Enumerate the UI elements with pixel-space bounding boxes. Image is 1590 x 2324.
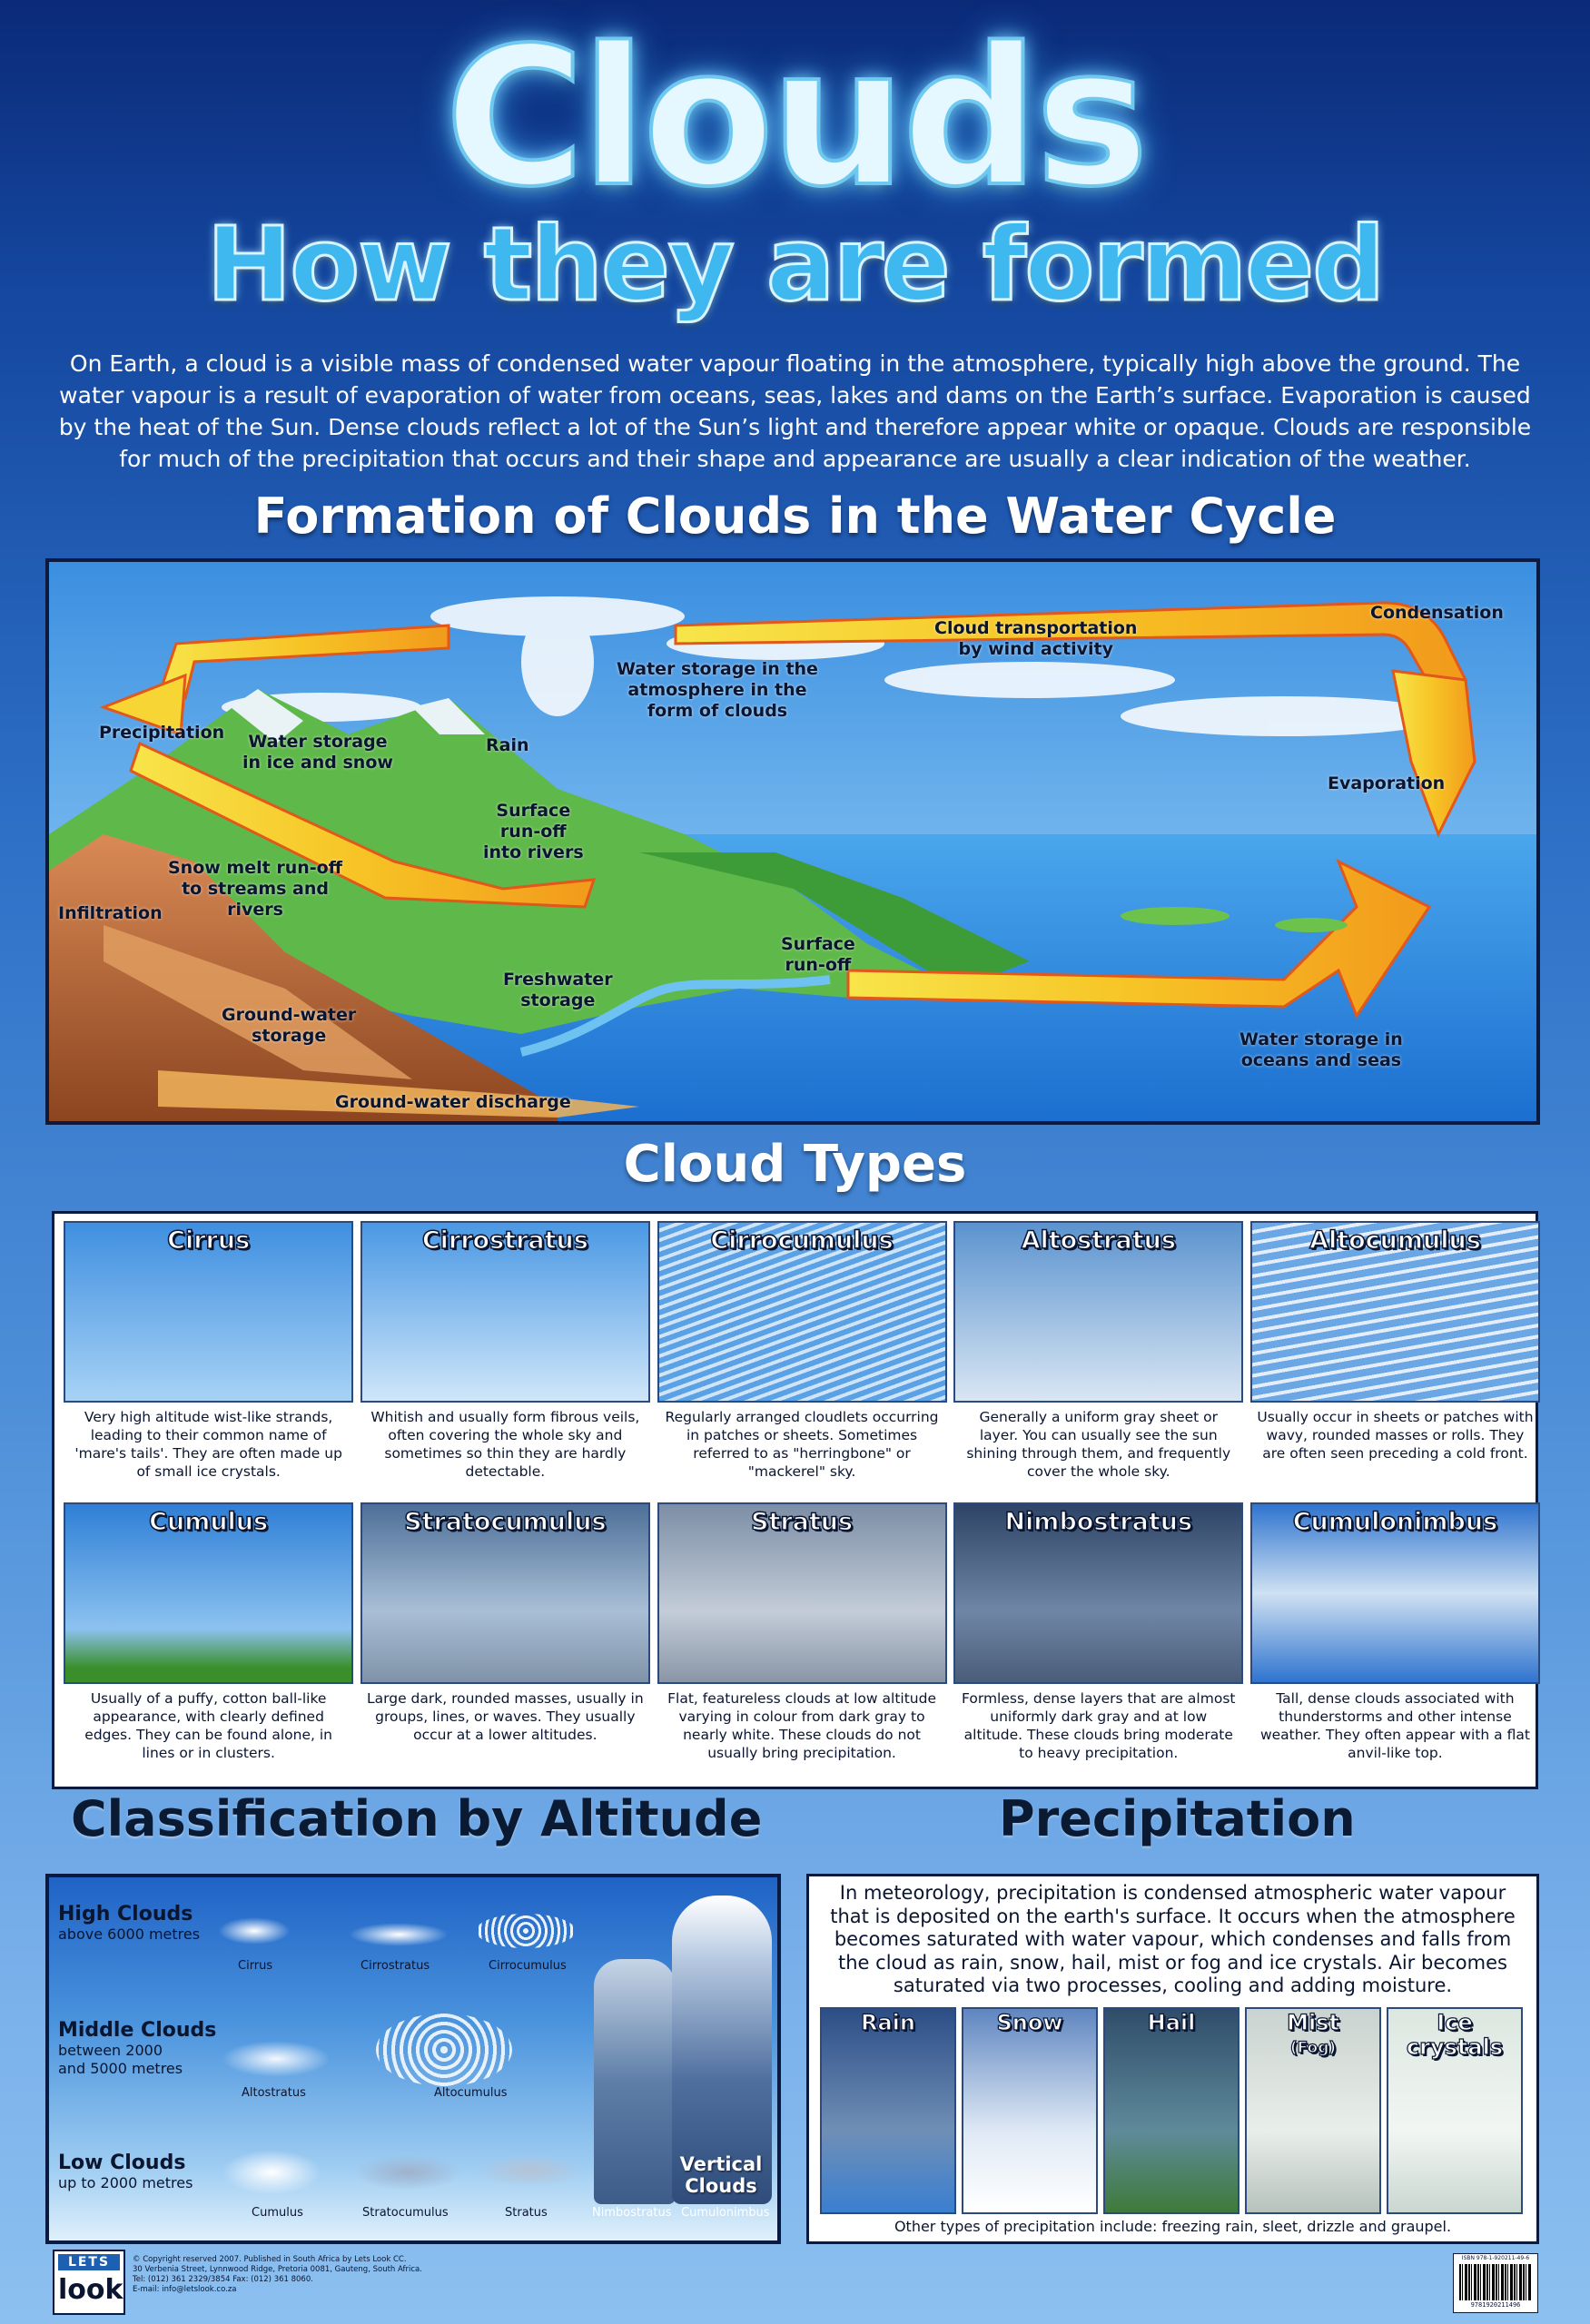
precipitation-text: In meteorology, precipitation is condensed atmospheric water vapour that is deposited on the earth's surface. It occurs when the atmosphere becomes saturated with water vapour, which condenses and falls from the cloud as rain, snow, hail, mist or fog and ice crystals. Air becomes saturated via two processes, cooling and adding moisture.	[830, 1882, 1516, 1996]
cloud-type-name: Altostratus	[1021, 1226, 1176, 1255]
label-storage-oceans: Water storage in oceans and seas	[1239, 1029, 1403, 1070]
low-clouds-title: Low Clouds	[58, 2152, 186, 2174]
precipitation-card	[1103, 2007, 1239, 2214]
label-surface-runoff-rivers: Surface run-off into rivers	[483, 801, 584, 862]
altostratus-illustration	[222, 2041, 331, 2077]
cloud-type-name: Cirrus	[167, 1226, 251, 1255]
label-groundwater-storage: Ground-water storage	[222, 1005, 357, 1046]
label-storage-atmosphere: Water storage in the atmosphere in the form of clouds	[617, 659, 818, 721]
cloud-types-panel	[52, 1211, 1538, 1789]
precipitation-panel	[806, 1874, 1539, 2244]
label-freshwater: Freshwater storage	[503, 970, 613, 1010]
alt-label-nimbostratus: Nimbostratus	[592, 2206, 672, 2220]
cloud-type-name: Stratocumulus	[404, 1508, 607, 1536]
cloud-type-name: Cirrostratus	[421, 1226, 588, 1255]
cloud-type-photo	[360, 1502, 650, 1684]
stratocumulus-illustration	[353, 2154, 462, 2191]
cloud-type-description: Large dark, rounded masses, usually in groups, lines, or waves. They usually occur at a lower altitudes.	[367, 1690, 644, 1743]
label-groundwater-discharge: Ground-water discharge	[335, 1092, 571, 1112]
alt-label-cirrus: Cirrus	[238, 1959, 273, 1973]
precipitation-type-name: Snow	[996, 2010, 1063, 2035]
precipitation-card	[962, 2007, 1098, 2214]
cloud-type-description: Whitish and usually form fibrous veils, often covering the whole sky and sometimes so thin they are hardly detectable.	[370, 1409, 640, 1480]
vertical-clouds-title: Vertical Clouds	[679, 2153, 763, 2197]
logo-bottom-text: look	[58, 2274, 123, 2306]
cloud-type-photo	[360, 1221, 650, 1403]
cirrus-illustration	[218, 1917, 291, 1945]
label-surface-runoff: Surface run-off	[781, 934, 855, 975]
alt-label-cirrostratus: Cirrostratus	[360, 1959, 430, 1973]
precipitation-card	[1387, 2007, 1523, 2214]
cloud-type-name: Cumulonimbus	[1292, 1508, 1498, 1536]
precipitation-type-name: Mist	[1287, 2010, 1339, 2035]
cloud-type-description: Very high altitude wist-like strands, leading to their common name of 'mare's tails'. They are often made up of small ice crystals.	[74, 1409, 342, 1480]
cloud-type-description: Generally a uniform gray sheet or layer. You can usually see the sun shining through them, and frequently cover the whole sky.	[966, 1409, 1231, 1480]
cloud-type-photo	[1250, 1502, 1540, 1684]
stratus-illustration	[476, 2154, 585, 2187]
alt-label-stratus: Stratus	[505, 2206, 548, 2220]
precipitation-card	[820, 2007, 956, 2214]
high-clouds-title: High Clouds	[58, 1903, 193, 1925]
middle-clouds-range: between 2000 and 5000 metres	[58, 2042, 183, 2077]
alt-label-altostratus: Altostratus	[242, 2086, 306, 2100]
alt-label-altocumulus: Altocumulus	[434, 2086, 508, 2100]
altocumulus-illustration	[376, 2014, 512, 2086]
barcode-number: 9781920211496	[1470, 2301, 1521, 2309]
label-storage-ice: Water storage in ice and snow	[242, 732, 393, 773]
label-precipitation: Precipitation	[99, 723, 225, 743]
label-infiltration: Infiltration	[58, 903, 163, 923]
isbn-text: ISBN 978-1-920211-49-6	[1461, 2255, 1530, 2261]
altitude-heading: Classification by Altitude	[71, 1790, 763, 1847]
precipitation-type-subtitle: (Fog)	[1289, 2039, 1337, 2057]
label-evaporation: Evaporation	[1328, 773, 1446, 793]
intro-paragraph: On Earth, a cloud is a visible mass of condensed water vapour floating in the atmosphere, typically high above the ground. The water vapour is a result of evaporation of water from oceans, seas, lakes and dams on the Earth’s surface. Evaporation is caused by the heat of the Sun. Dense clouds reflect a lot of the Sun’s light and therefore appear white or opaque. Clouds are responsible for much of the precipitation that occurs and their shape and appearance are usually a clear indication of the weather.	[58, 350, 1532, 472]
barcode-bars	[1459, 2264, 1532, 2300]
precipitation-type-name: Ice crystals	[1406, 2010, 1504, 2060]
cloud-type-name: Cirrocumulus	[710, 1226, 894, 1255]
cloud-type-name: Altocumulus	[1309, 1226, 1481, 1255]
alt-label-stratocumulus: Stratocumulus	[362, 2206, 449, 2220]
alt-label-cumulonimbus: Cumulonimbus	[681, 2206, 770, 2220]
precipitation-type-name: Hail	[1147, 2010, 1196, 2035]
lets-look-logo	[53, 2250, 125, 2315]
cloud-type-photo	[953, 1221, 1243, 1403]
cloud-types-heading: Cloud Types	[623, 1135, 967, 1194]
low-clouds-range: up to 2000 metres	[58, 2174, 193, 2191]
cloud-type-photo	[64, 1221, 353, 1403]
alt-label-cumulus: Cumulus	[252, 2206, 303, 2220]
cloud-type-description: Formless, dense layers that are almost uniformly dark gray and at low altitude. These clouds bring moderate to heavy precipitation.	[962, 1690, 1236, 1761]
poster-subtitle: How they are formed	[206, 206, 1384, 324]
cloud-type-description: Tall, dense clouds associated with thunderstorms and other intense weather. They often appear with a flat anvil-like top.	[1259, 1690, 1530, 1761]
cloud-type-photo	[1250, 1221, 1540, 1403]
cloud-type-name: Stratus	[751, 1508, 854, 1536]
cloud-type-name: Nimbostratus	[1004, 1508, 1193, 1536]
nimbostratus-illustration	[594, 1959, 676, 2204]
high-clouds-range: above 6000 metres	[58, 1925, 201, 1943]
cloud-type-description: Flat, featureless clouds at low altitude varying in colour from dark gray to nearly white. These clouds do not usually bring precipitation.	[667, 1690, 936, 1761]
cloud-type-description: Regularly arranged cloudlets occurring in patches or sheets. Sometimes referred to as "herringbone" or "mackerel" sky.	[665, 1409, 939, 1480]
middle-clouds-title: Middle Clouds	[58, 2019, 217, 2042]
cirrocumulus-illustration	[476, 1914, 576, 1948]
label-cloud-transport: Cloud transportation by wind activity	[934, 618, 1138, 659]
label-snow-melt: Snow melt run-off to streams and rivers	[168, 858, 343, 920]
isbn-barcode	[1453, 2253, 1538, 2313]
precipitation-other-types: Other types of precipitation include: freezing rain, sleet, drizzle and graupel.	[894, 2218, 1452, 2235]
precipitation-heading: Precipitation	[999, 1790, 1356, 1847]
precipitation-card	[1245, 2007, 1381, 2214]
precipitation-type-name: Rain	[861, 2010, 915, 2035]
cirrostratus-illustration	[349, 1923, 449, 1946]
cloud-type-photo	[64, 1502, 353, 1684]
copyright-text: © Copyright reserved 2007. Published in South Africa by Lets Look CC. 30 Verbenia Street, Lynnwood Ridge, Pretoria 0081, Gauteng, South Africa. Tel: (012) 361 2329/3854 Fax: (012) 361 8060. E-mail: info@letslook.co.za	[133, 2255, 422, 2294]
water-cycle-diagram	[45, 558, 1540, 1125]
logo-top-text: LETS	[58, 2254, 120, 2270]
poster-title: Clouds	[444, 6, 1146, 229]
alt-label-cirrocumulus: Cirrocumulus	[489, 1959, 567, 1973]
cumulus-illustration	[222, 2150, 321, 2195]
cloud-type-photo	[953, 1502, 1243, 1684]
label-condensation: Condensation	[1370, 603, 1504, 623]
cloud-type-name: Cumulus	[149, 1508, 269, 1536]
cloud-type-photo	[657, 1221, 947, 1403]
label-rain: Rain	[486, 735, 529, 755]
water-cycle-heading: Formation of Clouds in the Water Cycle	[253, 487, 1337, 545]
cloud-type-description: Usually of a puffy, cotton ball-like appearance, with clearly defined edges. They can be found alone, in lines or in clusters.	[84, 1690, 332, 1761]
altitude-diagram	[45, 1874, 781, 2244]
cloud-type-description: Usually occur in sheets or patches with wavy, rounded masses or rolls. They are often seen preceding a cold front.	[1257, 1409, 1534, 1462]
cloud-type-photo	[657, 1502, 947, 1684]
